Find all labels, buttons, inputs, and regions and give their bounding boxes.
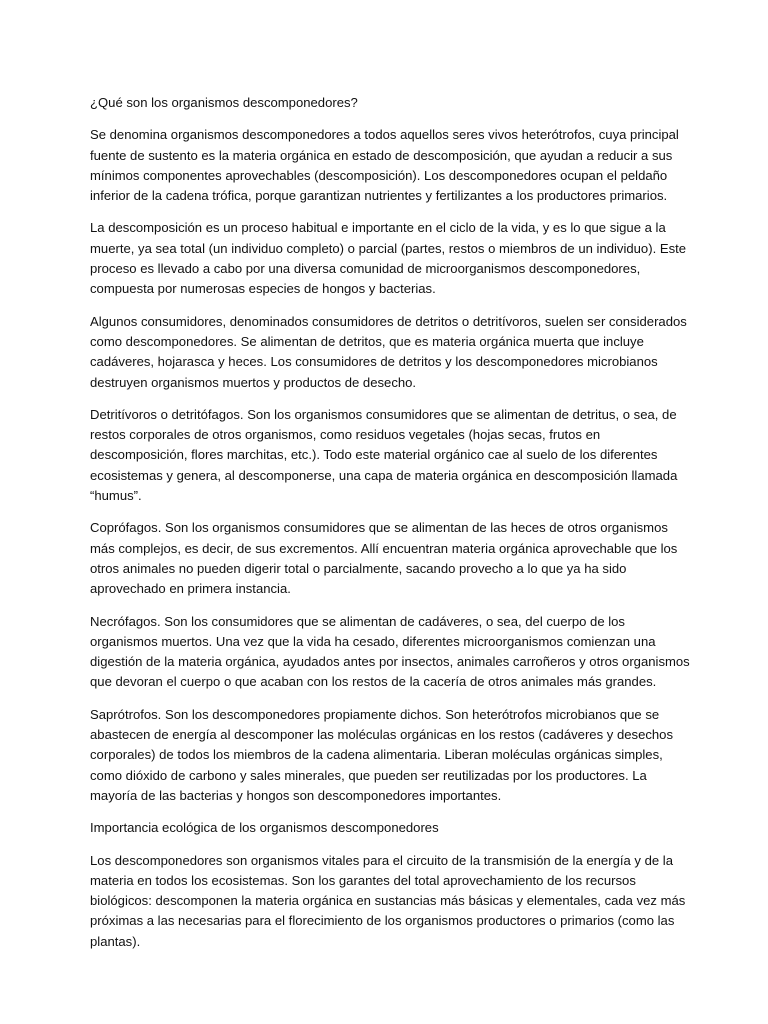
section-heading: Importancia ecológica de los organismos descomponedores — [90, 820, 439, 836]
paragraph: Algunos consumidores, denominados consumidores de detritos o detritívoros, suelen ser considerados como descomponedores. Se alimentan de detritos, que es materia orgánica muerta que incluye cadáveres, hojarasca y heces. Los consumidores de detritos y los descomponedores microbianos destruyen organismos muertos y productos de desecho. — [90, 313, 687, 390]
paragraph: Los descomponedores son organismos vitales para el circuito de la transmisión de la energía y de la materia en todos los ecosistemas. Son los garantes del total aprovechamiento de los recursos biológicos: descomponen la materia orgánica en sustancias más básicas y elementales, cada vez más próximas a las necesarias para el florecimiento de los organismos productores o primarios (como las plantas). — [90, 852, 686, 949]
paragraph: Detritívoros o detritófagos. Son los organismos consumidores que se alimentan de detritus, o sea, de restos corporales de otros organismos, como residuos vegetales (hojas secas, frutos en descomposición, flores marchitas, etc.). Todo este material orgánico cae al suelo de los diferentes ecosistemas y genera, al descomponerse, una capa de materia orgánica en descomposición llamada “humus”. — [90, 406, 678, 504]
document-body — [90, 93, 690, 964]
paragraph: Se denomina organismos descomponedores a todos aquellos seres vivos heterótrofos, cuya principal fuente de sustento es la materia orgánica en estado de descomposición, que ayudan a reducir a sus mínimos componentes aprovechables (descomposición). Los descomponedores ocupan el peldaño inferior de la cadena trófica, porque garantizan nutrientes y fertilizantes a los productores primarios. — [90, 127, 679, 204]
paragraph: La descomposición es un proceso habitual e importante en el ciclo de la vida, y es lo que sigue a la muerte, ya sea total (un individuo completo) o parcial (partes, restos o miembros de un individuo). Este proceso es llevado a cabo por una diversa comunidad de microorganismos descomponedores, compuesta por numerosas especies de hongos y bacterias. — [90, 220, 687, 297]
section-heading: ¿Qué son los organismos descomponedores? — [90, 95, 358, 110]
paragraph: Necrófagos. Son los consumidores que se alimentan de cadáveres, o sea, del cuerpo de los organismos muertos. Una vez que la vida ha cesado, diferentes microorganismos comienzan una digestión de la materia orgánica, ayudados antes por insectos, animales carroñeros y otros organismos que devoran el cuerpo o que acaban con los restos de la cacería de otros animales más grandes. — [90, 613, 690, 690]
paragraph: Coprófagos. Son los organismos consumidores que se alimentan de las heces de otros organismos más complejos, es decir, de sus excrementos. Allí encuentran materia orgánica aprovechable que los otros animales no pueden digerir total o parcialmente, sacando provecho a lo que ya ha sido aprovechado en primera instancia. — [90, 520, 678, 597]
paragraph: Saprótrofos. Son los descomponedores propiamente dichos. Son heterótrofos microbianos que se abastecen de energía al descomponer las moléculas orgánicas en los restos (cadáveres y desechos corporales) de todos los miembros de la cadena alimentaria. Liberan moléculas orgánicas simples, como dióxido de carbono y sales minerales, que pueden ser reutilizadas por los productores. La mayoría de las bacterias y hongos son descomponedores importantes. — [90, 706, 674, 803]
